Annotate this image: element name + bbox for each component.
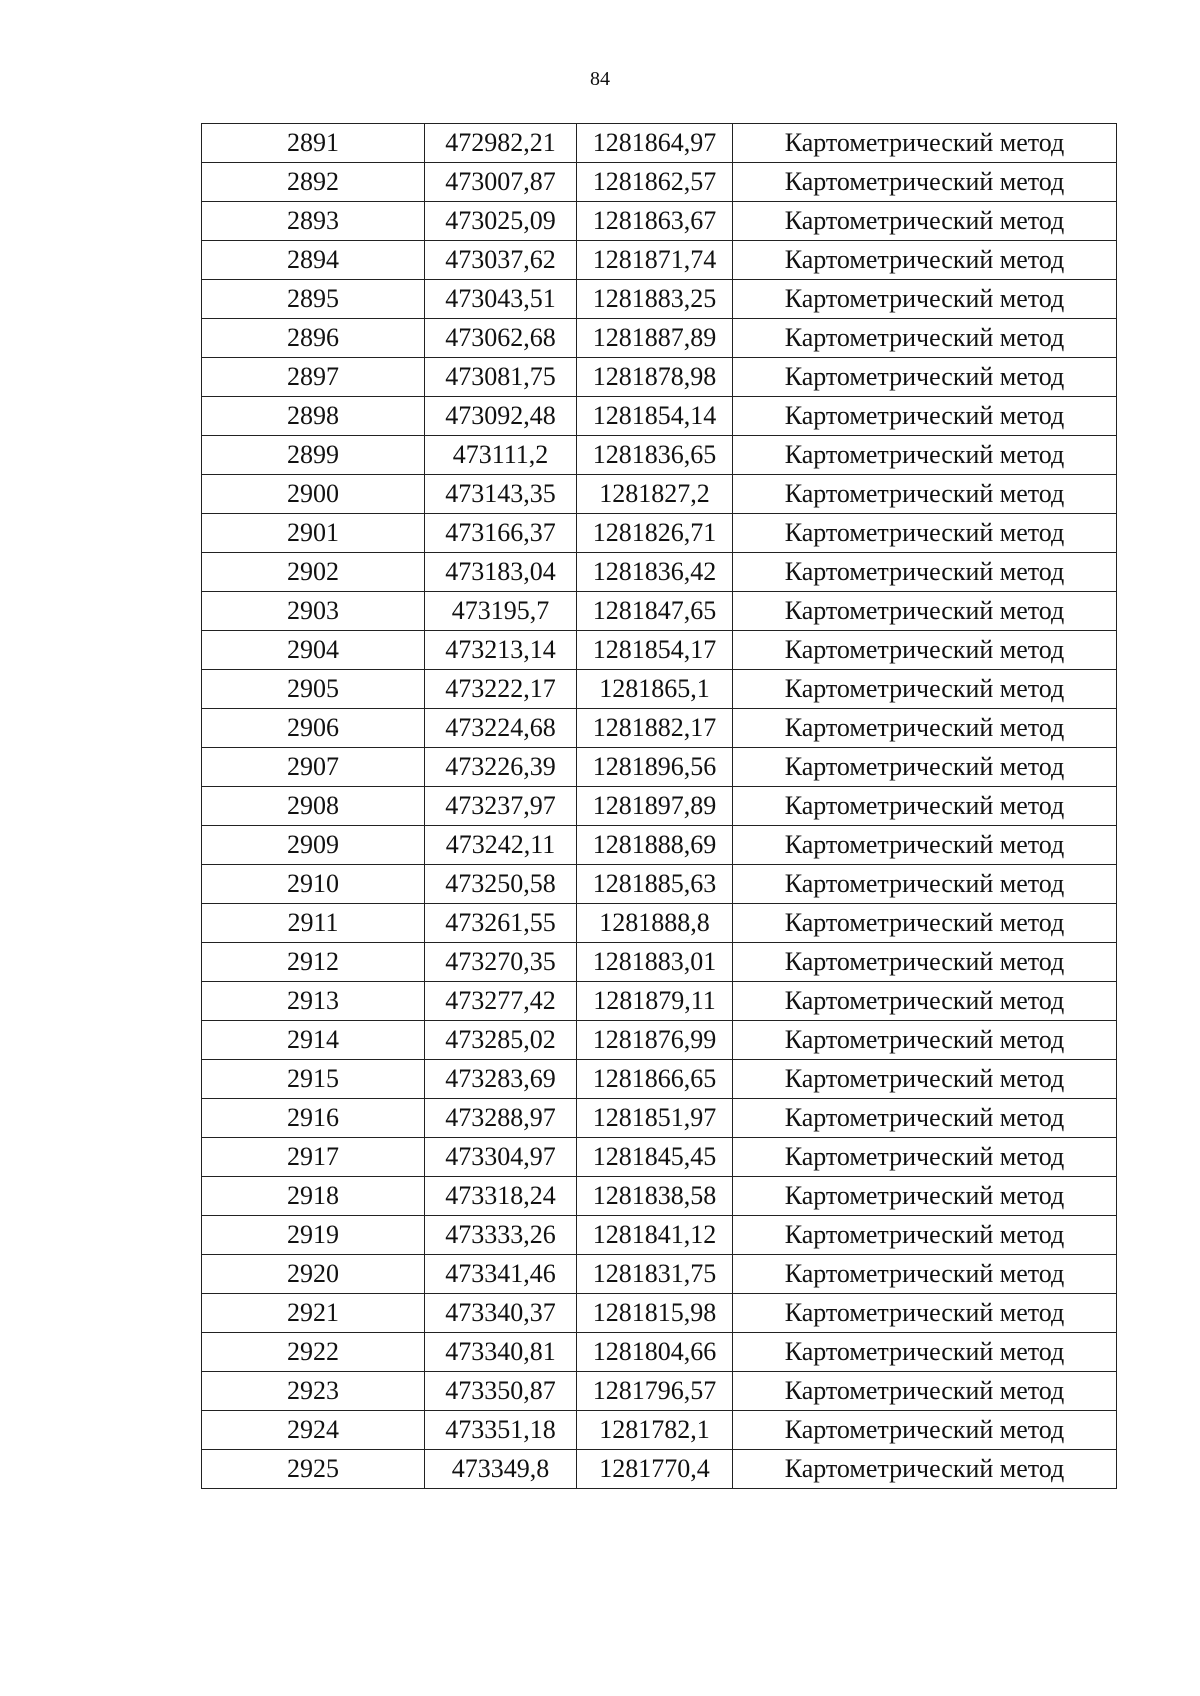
method-cell: Картометрический метод <box>733 670 1117 709</box>
table-row <box>202 1021 1117 1060</box>
table-row <box>202 1177 1117 1216</box>
y-coordinate-cell: 1281887,89 <box>577 319 733 358</box>
method-cell: Картометрический метод <box>733 1216 1117 1255</box>
point-number-cell: 2906 <box>202 709 425 748</box>
table-row <box>202 1255 1117 1294</box>
x-coordinate-cell: 473111,2 <box>425 436 577 475</box>
x-coordinate-cell: 473351,18 <box>425 1411 577 1450</box>
table-row <box>202 1411 1117 1450</box>
table-row <box>202 202 1117 241</box>
page-number: 84 <box>590 68 610 90</box>
x-coordinate-cell: 473092,48 <box>425 397 577 436</box>
x-coordinate-cell: 473270,35 <box>425 943 577 982</box>
y-coordinate-cell: 1281782,1 <box>577 1411 733 1450</box>
method-cell: Картометрический метод <box>733 124 1117 163</box>
method-cell: Картометрический метод <box>733 1294 1117 1333</box>
point-number-cell: 2905 <box>202 670 425 709</box>
point-number-cell: 2919 <box>202 1216 425 1255</box>
x-coordinate-cell: 473340,37 <box>425 1294 577 1333</box>
y-coordinate-cell: 1281864,97 <box>577 124 733 163</box>
table-row <box>202 1450 1117 1489</box>
y-coordinate-cell: 1281847,65 <box>577 592 733 631</box>
table-row <box>202 709 1117 748</box>
y-coordinate-cell: 1281888,69 <box>577 826 733 865</box>
method-cell: Картометрический метод <box>733 982 1117 1021</box>
table-row <box>202 748 1117 787</box>
table-row <box>202 1138 1117 1177</box>
x-coordinate-cell: 473333,26 <box>425 1216 577 1255</box>
table-row <box>202 826 1117 865</box>
method-cell: Картометрический метод <box>733 1411 1117 1450</box>
x-coordinate-cell: 473283,69 <box>425 1060 577 1099</box>
table-row <box>202 163 1117 202</box>
point-number-cell: 2900 <box>202 475 425 514</box>
table-row <box>202 1372 1117 1411</box>
point-number-cell: 2903 <box>202 592 425 631</box>
method-cell: Картометрический метод <box>733 1372 1117 1411</box>
point-number-cell: 2902 <box>202 553 425 592</box>
method-cell: Картометрический метод <box>733 865 1117 904</box>
table-row <box>202 904 1117 943</box>
coordinates-table <box>201 123 1117 1489</box>
method-cell: Картометрический метод <box>733 436 1117 475</box>
y-coordinate-cell: 1281845,45 <box>577 1138 733 1177</box>
method-cell: Картометрический метод <box>733 514 1117 553</box>
x-coordinate-cell: 473318,24 <box>425 1177 577 1216</box>
y-coordinate-cell: 1281863,67 <box>577 202 733 241</box>
point-number-cell: 2894 <box>202 241 425 280</box>
point-number-cell: 2907 <box>202 748 425 787</box>
x-coordinate-cell: 473288,97 <box>425 1099 577 1138</box>
method-cell: Картометрический метод <box>733 553 1117 592</box>
y-coordinate-cell: 1281836,65 <box>577 436 733 475</box>
table-row <box>202 1216 1117 1255</box>
method-cell: Картометрический метод <box>733 904 1117 943</box>
y-coordinate-cell: 1281826,71 <box>577 514 733 553</box>
point-number-cell: 2915 <box>202 1060 425 1099</box>
x-coordinate-cell: 473195,7 <box>425 592 577 631</box>
table-row <box>202 514 1117 553</box>
method-cell: Картометрический метод <box>733 1255 1117 1294</box>
point-number-cell: 2910 <box>202 865 425 904</box>
x-coordinate-cell: 473226,39 <box>425 748 577 787</box>
y-coordinate-cell: 1281876,99 <box>577 1021 733 1060</box>
method-cell: Картометрический метод <box>733 1450 1117 1489</box>
table-row <box>202 553 1117 592</box>
table-row <box>202 787 1117 826</box>
method-cell: Картометрический метод <box>733 202 1117 241</box>
x-coordinate-cell: 473242,11 <box>425 826 577 865</box>
coordinates-table-body <box>202 124 1117 1489</box>
y-coordinate-cell: 1281871,74 <box>577 241 733 280</box>
y-coordinate-cell: 1281882,17 <box>577 709 733 748</box>
x-coordinate-cell: 473277,42 <box>425 982 577 1021</box>
point-number-cell: 2893 <box>202 202 425 241</box>
y-coordinate-cell: 1281866,65 <box>577 1060 733 1099</box>
method-cell: Картометрический метод <box>733 241 1117 280</box>
y-coordinate-cell: 1281862,57 <box>577 163 733 202</box>
method-cell: Картометрический метод <box>733 709 1117 748</box>
x-coordinate-cell: 473062,68 <box>425 319 577 358</box>
table-row <box>202 397 1117 436</box>
y-coordinate-cell: 1281854,17 <box>577 631 733 670</box>
point-number-cell: 2925 <box>202 1450 425 1489</box>
y-coordinate-cell: 1281865,1 <box>577 670 733 709</box>
table-row <box>202 1333 1117 1372</box>
y-coordinate-cell: 1281854,14 <box>577 397 733 436</box>
point-number-cell: 2897 <box>202 358 425 397</box>
method-cell: Картометрический метод <box>733 1177 1117 1216</box>
method-cell: Картометрический метод <box>733 1333 1117 1372</box>
y-coordinate-cell: 1281831,75 <box>577 1255 733 1294</box>
method-cell: Картометрический метод <box>733 748 1117 787</box>
y-coordinate-cell: 1281885,63 <box>577 865 733 904</box>
point-number-cell: 2921 <box>202 1294 425 1333</box>
point-number-cell: 2922 <box>202 1333 425 1372</box>
y-coordinate-cell: 1281827,2 <box>577 475 733 514</box>
x-coordinate-cell: 473237,97 <box>425 787 577 826</box>
x-coordinate-cell: 473213,14 <box>425 631 577 670</box>
method-cell: Картометрический метод <box>733 787 1117 826</box>
table-row <box>202 592 1117 631</box>
point-number-cell: 2899 <box>202 436 425 475</box>
point-number-cell: 2901 <box>202 514 425 553</box>
y-coordinate-cell: 1281883,01 <box>577 943 733 982</box>
point-number-cell: 2917 <box>202 1138 425 1177</box>
y-coordinate-cell: 1281883,25 <box>577 280 733 319</box>
y-coordinate-cell: 1281796,57 <box>577 1372 733 1411</box>
table-row <box>202 475 1117 514</box>
table-row <box>202 670 1117 709</box>
point-number-cell: 2892 <box>202 163 425 202</box>
method-cell: Картометрический метод <box>733 943 1117 982</box>
point-number-cell: 2918 <box>202 1177 425 1216</box>
table-row <box>202 436 1117 475</box>
point-number-cell: 2924 <box>202 1411 425 1450</box>
table-row <box>202 631 1117 670</box>
point-number-cell: 2895 <box>202 280 425 319</box>
method-cell: Картометрический метод <box>733 592 1117 631</box>
table-row <box>202 241 1117 280</box>
x-coordinate-cell: 473349,8 <box>425 1450 577 1489</box>
method-cell: Картометрический метод <box>733 631 1117 670</box>
method-cell: Картометрический метод <box>733 826 1117 865</box>
y-coordinate-cell: 1281804,66 <box>577 1333 733 1372</box>
table-row <box>202 1294 1117 1333</box>
point-number-cell: 2911 <box>202 904 425 943</box>
table-row <box>202 1099 1117 1138</box>
x-coordinate-cell: 472982,21 <box>425 124 577 163</box>
point-number-cell: 2908 <box>202 787 425 826</box>
y-coordinate-cell: 1281836,42 <box>577 553 733 592</box>
y-coordinate-cell: 1281897,89 <box>577 787 733 826</box>
x-coordinate-cell: 473043,51 <box>425 280 577 319</box>
x-coordinate-cell: 473007,87 <box>425 163 577 202</box>
x-coordinate-cell: 473341,46 <box>425 1255 577 1294</box>
table-row <box>202 865 1117 904</box>
method-cell: Картометрический метод <box>733 163 1117 202</box>
x-coordinate-cell: 473183,04 <box>425 553 577 592</box>
point-number-cell: 2898 <box>202 397 425 436</box>
y-coordinate-cell: 1281896,56 <box>577 748 733 787</box>
point-number-cell: 2891 <box>202 124 425 163</box>
method-cell: Картометрический метод <box>733 319 1117 358</box>
x-coordinate-cell: 473350,87 <box>425 1372 577 1411</box>
y-coordinate-cell: 1281838,58 <box>577 1177 733 1216</box>
y-coordinate-cell: 1281879,11 <box>577 982 733 1021</box>
y-coordinate-cell: 1281815,98 <box>577 1294 733 1333</box>
table-row <box>202 319 1117 358</box>
method-cell: Картометрический метод <box>733 1021 1117 1060</box>
table-row <box>202 124 1117 163</box>
y-coordinate-cell: 1281888,8 <box>577 904 733 943</box>
x-coordinate-cell: 473304,97 <box>425 1138 577 1177</box>
method-cell: Картометрический метод <box>733 475 1117 514</box>
point-number-cell: 2920 <box>202 1255 425 1294</box>
point-number-cell: 2913 <box>202 982 425 1021</box>
table-row <box>202 982 1117 1021</box>
y-coordinate-cell: 1281878,98 <box>577 358 733 397</box>
point-number-cell: 2923 <box>202 1372 425 1411</box>
x-coordinate-cell: 473081,75 <box>425 358 577 397</box>
table-row <box>202 280 1117 319</box>
point-number-cell: 2914 <box>202 1021 425 1060</box>
method-cell: Картометрический метод <box>733 397 1117 436</box>
x-coordinate-cell: 473025,09 <box>425 202 577 241</box>
table-row <box>202 358 1117 397</box>
method-cell: Картометрический метод <box>733 1060 1117 1099</box>
y-coordinate-cell: 1281851,97 <box>577 1099 733 1138</box>
x-coordinate-cell: 473285,02 <box>425 1021 577 1060</box>
x-coordinate-cell: 473166,37 <box>425 514 577 553</box>
table-row <box>202 943 1117 982</box>
point-number-cell: 2912 <box>202 943 425 982</box>
method-cell: Картометрический метод <box>733 1138 1117 1177</box>
point-number-cell: 2916 <box>202 1099 425 1138</box>
y-coordinate-cell: 1281841,12 <box>577 1216 733 1255</box>
method-cell: Картометрический метод <box>733 1099 1117 1138</box>
method-cell: Картометрический метод <box>733 280 1117 319</box>
x-coordinate-cell: 473340,81 <box>425 1333 577 1372</box>
point-number-cell: 2896 <box>202 319 425 358</box>
x-coordinate-cell: 473037,62 <box>425 241 577 280</box>
x-coordinate-cell: 473143,35 <box>425 475 577 514</box>
x-coordinate-cell: 473224,68 <box>425 709 577 748</box>
point-number-cell: 2909 <box>202 826 425 865</box>
x-coordinate-cell: 473250,58 <box>425 865 577 904</box>
point-number-cell: 2904 <box>202 631 425 670</box>
table-row <box>202 1060 1117 1099</box>
method-cell: Картометрический метод <box>733 358 1117 397</box>
y-coordinate-cell: 1281770,4 <box>577 1450 733 1489</box>
x-coordinate-cell: 473261,55 <box>425 904 577 943</box>
x-coordinate-cell: 473222,17 <box>425 670 577 709</box>
